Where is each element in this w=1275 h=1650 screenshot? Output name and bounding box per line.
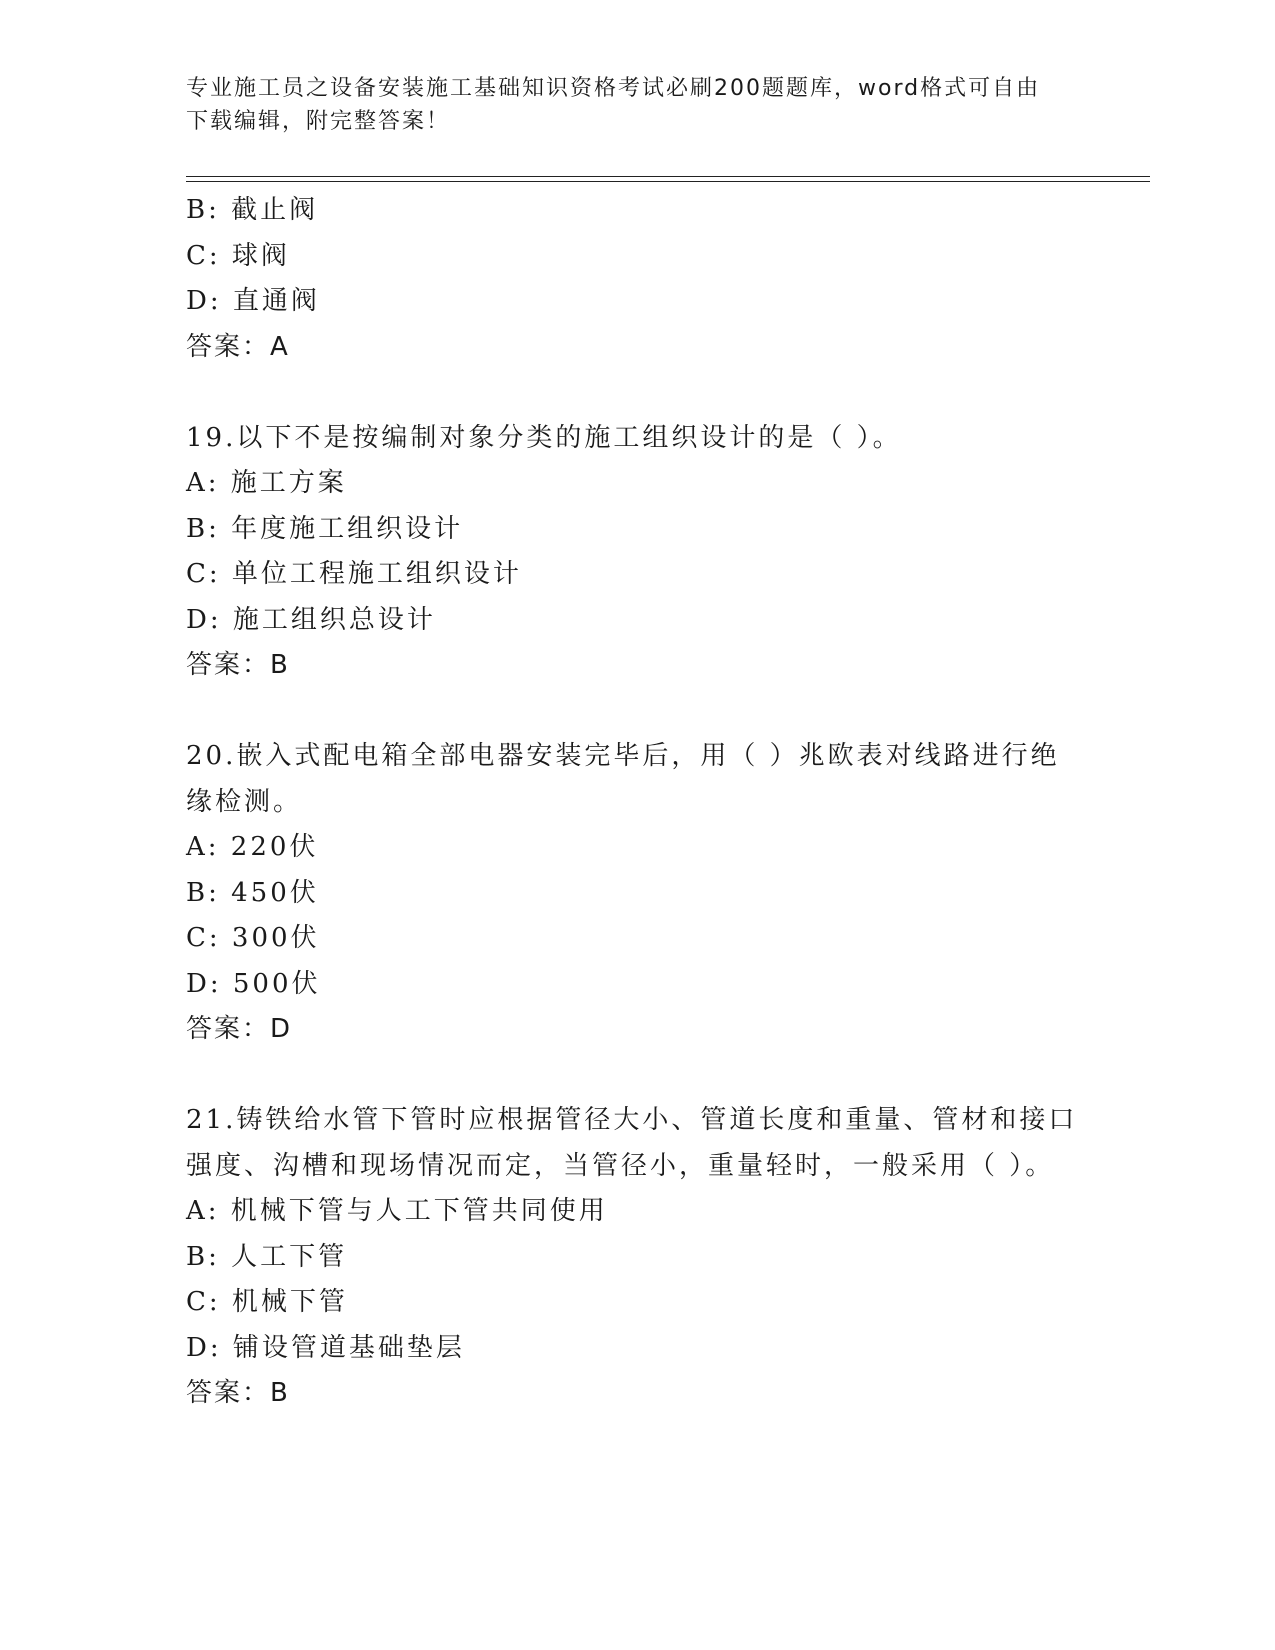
- question-block-20: [186, 734, 1086, 1053]
- spacer: [186, 689, 1086, 735]
- header-divider-bottom: [186, 181, 1150, 182]
- option-b: B: 年度施工组织设计: [186, 513, 464, 544]
- question-block-prev: [186, 188, 1086, 370]
- header-title-line-1: 专业施工员之设备安装施工基础知识资格考试必刷200题题库，word格式可自由: [186, 76, 1041, 101]
- answer-line: 答案：D: [186, 1014, 293, 1044]
- question-list: [186, 188, 1086, 1417]
- answer-line: 答案：A: [186, 331, 290, 362]
- option-d: D: 500伏: [186, 968, 321, 999]
- option-d: D: 直通阀: [186, 286, 320, 316]
- question-stem-line-1: 21.铸铁给水管下管时应根据管径大小、管道长度和重量、管材和接口: [186, 1105, 1078, 1135]
- option-d: D: 铺设管道基础垫层: [186, 1332, 465, 1363]
- spacer: [186, 370, 1086, 416]
- option-c: C: 单位工程施工组织设计: [186, 559, 522, 589]
- option-c: C: 机械下管: [186, 1287, 348, 1317]
- option-d: D: 施工组织总设计: [186, 604, 436, 635]
- question-stem: 19.以下不是按编制对象分类的施工组织设计的是（ ）。: [186, 422, 902, 453]
- answer-line: 答案：B: [186, 650, 290, 680]
- question-stem-line-1: 20.嵌入式配电箱全部电器安装完毕后，用（ ）兆欧表对线路进行绝: [186, 741, 1060, 771]
- question-block-21: [186, 1098, 1086, 1417]
- option-b: B: 人工下管: [186, 1241, 348, 1272]
- option-b: B: 截止阀: [186, 195, 319, 225]
- option-a: A: 机械下管与人工下管共同使用: [186, 1196, 608, 1226]
- option-b: B: 450伏: [186, 877, 319, 908]
- option-c: C: 300伏: [186, 923, 320, 953]
- question-stem-line-2: 强度、沟槽和现场情况而定，当管径小，重量轻时，一般采用（ ）。: [186, 1150, 1055, 1181]
- header-divider-top: [186, 176, 1150, 177]
- spacer: [186, 1053, 1086, 1099]
- option-c: C: 球阀: [186, 240, 290, 271]
- question-block-19: [186, 416, 1086, 689]
- option-a: A: 施工方案: [186, 468, 347, 498]
- option-a: A: 220伏: [186, 832, 319, 862]
- header-title-line-2: 下载编辑，附完整答案！: [186, 109, 451, 134]
- document-header: [186, 72, 1066, 138]
- answer-line: 答案：B: [186, 1378, 290, 1408]
- question-stem-line-2: 缘检测。: [186, 786, 303, 817]
